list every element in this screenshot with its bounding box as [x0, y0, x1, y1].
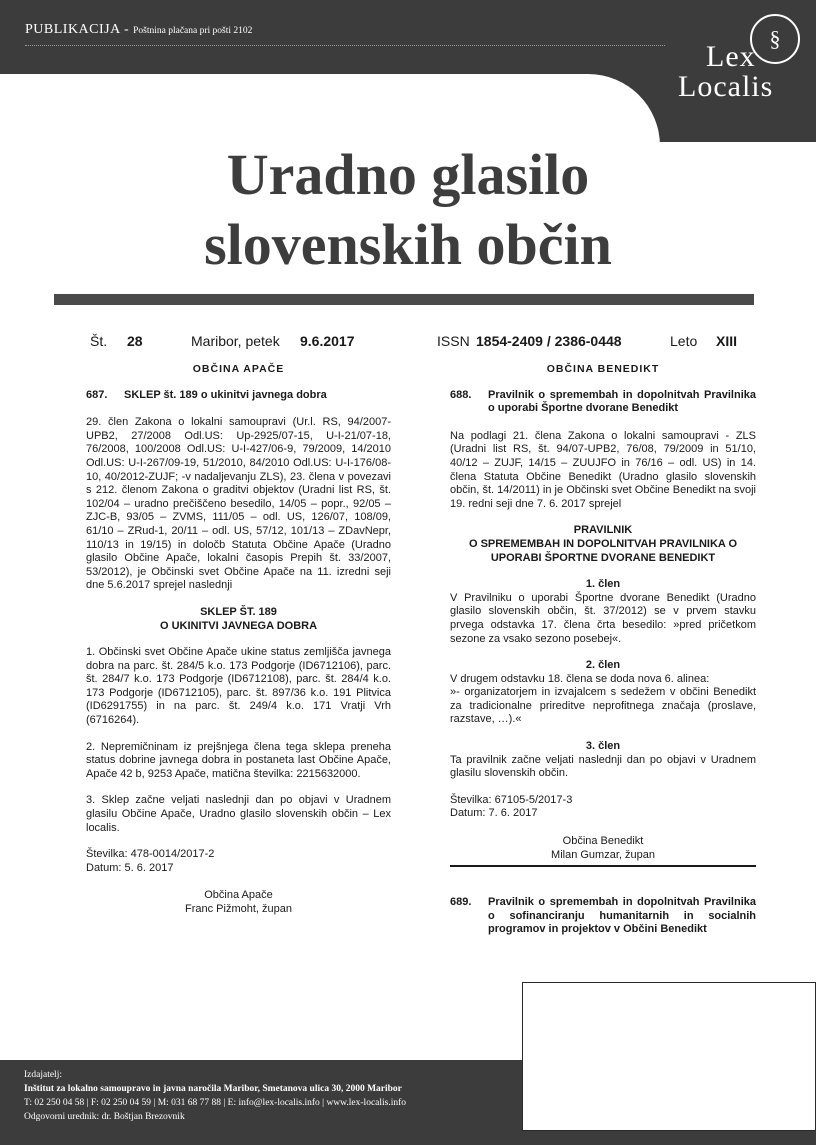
- act-688-preamble: Na podlagi 21. člena Zakona o lokalni samoupravi - ZLS (Uradni list RS, št. 94/07-UPB2, 76/08, 79/2009 in 51/10, 40/12 – ZUJF, 14/15 – ZUUJFO in 76/16 – odl. US) in 14. člena Statuta Občine Benedikt (Uradno glasilo slovenskih občin, št. 14/2011) in je Občinski svet Občine Benedikt na svoji 19. redni seji dne 7. 6. 2017 sprejel: [450, 429, 756, 510]
- act-687-date: Datum: 5. 6. 2017: [86, 861, 174, 874]
- footer-publisher: Inštitut za lokalno samoupravo in javna naročila Maribor, Smetanova ulica 30, 2000 Maribor: [24, 1084, 402, 1094]
- act-689-title: Pravilnik o spremembah in dopolnitvah Pravilnika o sofinanciranju humanitarnih in socialnih programov in projektov v Občini Benedikt: [488, 896, 756, 936]
- municipality-benedikt: OBČINA BENEDIKT: [546, 363, 660, 375]
- gazette-title: [0, 140, 816, 280]
- footer-contacts: T: 02 250 04 58 | F: 02 250 04 59 | M: 031 68 77 88 | E: info@lex-localis.info | www.lex-localis.info: [24, 1098, 407, 1108]
- act-688-number: 688.: [450, 388, 472, 401]
- act-687-title: SKLEP št. 189 o ukinitvi javnega dobra: [124, 388, 327, 401]
- issue-place: Maribor, petek: [191, 333, 280, 349]
- act-689-number: 689.: [450, 896, 472, 909]
- article-2-alinea: »- organizatorjem in izvajalcem s sedežem v občini Benedikt za tradicionalne prireditve neprofitnega značaja (proslave, razstave, …).«: [450, 686, 756, 726]
- logo-lex-text: Lex: [706, 40, 756, 73]
- gazette-title-line1: Uradno glasilo: [226, 142, 590, 207]
- act-687-point-1: 1. Občinski svet Občine Apače ukine status zemljišča javnega dobra na parc. št. 284/5 k.o. 173 Podgorje (ID6712106), parc. št. 284/7 k.o. 173 Podgorje (ID6712108), parc. št. 284/4 k.o. 173 Podgorje (ID6712105), parc. št. 897/36 k.o. 191 Plitvica (ID6291755) in na parc. št. 249/4 k.o. 171 Vratji Vrh (6716264).: [86, 646, 391, 727]
- gazette-title-line2: slovenskih občin: [204, 212, 612, 277]
- act-687-point-2: 2. Nepremičninam iz prejšnjega člena tega sklepa preneha status dobrine javnega dobra in postaneta last Občine Apače, Apače 42 b, 9253 Apače, matična številka: 2215632000.: [86, 740, 391, 780]
- act-687-reference-number: Številka: 478-0014/2017-2: [86, 848, 215, 861]
- right-column: [450, 363, 756, 937]
- act-687-header: [86, 389, 391, 403]
- act-687-preamble: 29. člen Zakona o lokalni samoupravi (Ur.l. RS, 94/2007-UPB2, 27/2008 Odl.US: Up-2925/07-15, U-I-21/07-18, 76/2008, 100/2008 Odl.US: U-I-427/06-9, 79/2009, 14/2010 Odl.US: U-I-267/09-19, 51/2010, 84/2010 Odl.US: U-I-176/08-10, 40/2012-ZUJF; -v nadaljevanju ZLS), 23. člena v povezavi s 212. členom Zakona o graditvi objektov (Uradni list RS, št. 102/04 – uradno prečiščeno besedilo, 14/05 – popr., 92/05 – ZJC-B, 93/05 – ZVMS, 111/05 – odl. US, 126/07, 108/09, 61/10 – ZRud-1, 20/11 – odl. US, 57/12, 101/13 – ZDavNepr, 110/13 in 19/15) in določb Statuta Občine Apače (Uradno glasilo Občine Apače, lokalni časopis Prepih št. 33/2007, 53/2012), je Občinski svet Občine Apače na 11. izredni seji dne 5.6.2017 sprejel naslednji: [86, 416, 391, 592]
- act-688-subheading-1: O SPREMEMBAH IN DOPOLNITVAH PRAVILNIKA O: [468, 537, 738, 550]
- article-1-text: V Pravilniku o uporabi Športne dvorane Benedikt (Uradno glasilo slovenskih občin, št. 37/2012) se v prvem stavku prvega odstavka 17. člena črta besedilo: »pred pričetkom sezone za vsako sezono posebej«.: [450, 591, 756, 645]
- left-column: [86, 363, 391, 917]
- act-688-signature-name: Milan Gumzar, župan: [551, 848, 655, 861]
- publication-title: PUBLIKACIJA -: [25, 22, 130, 37]
- article-2-text: V drugem odstavku 18. člena se doda nova 6. alinea:: [450, 672, 710, 685]
- act-688-reference-number: Številka: 67105-5/2017-3: [450, 793, 573, 806]
- municipality-apace: OBČINA APAČE: [192, 363, 285, 375]
- act-688-subheading-2: UPORABI ŠPORTNE DVORANE BENEDIKT: [490, 551, 716, 564]
- act-688-signature-org: Občina Benedikt: [562, 835, 644, 848]
- article-1-heading: 1. člen: [585, 578, 621, 591]
- act-687-heading: SKLEP ŠT. 189: [200, 605, 277, 618]
- lex-localis-logo: [678, 14, 808, 106]
- act-separator-rule: [450, 865, 756, 867]
- footer-editor: Odgovorni urednik: dr. Boštjan Brezovnik: [24, 1112, 185, 1122]
- act-687-signature-name: Franc Pižmoht, župan: [185, 903, 292, 915]
- section-sign-icon: §: [750, 14, 800, 64]
- dotted-divider: [25, 45, 665, 46]
- article-3-text: Ta pravilnik začne veljati naslednji dan po objavi v Uradnem glasilu slovenskih občin.: [450, 753, 756, 780]
- act-689-header: [450, 896, 756, 937]
- year-value: XIII: [716, 333, 738, 349]
- act-688-date: Datum: 7. 6. 2017: [450, 807, 538, 820]
- article-2-heading: 2. člen: [585, 659, 621, 672]
- act-687-signature-org: Občina Apače: [204, 889, 273, 902]
- issue-number-label: Št.: [90, 333, 108, 349]
- logo-localis-text: Localis: [678, 70, 774, 103]
- act-688-header: [450, 389, 756, 416]
- act-687-point-3: 3. Sklep začne veljati naslednji dan po objavi v Uradnem glasilu Občine Apače, Uradno glasilo slovenskih občin – Lex localis.: [86, 794, 391, 834]
- footer-blank-box: [522, 982, 816, 1131]
- article-3-heading: 3. člen: [585, 740, 621, 753]
- act-687-number: 687.: [86, 388, 108, 401]
- footer-publisher-info: [24, 1068, 406, 1124]
- footer-publisher-label: Izdajatelj:: [24, 1070, 62, 1080]
- postage-note: Poštnina plačana pri pošti 2102: [133, 26, 253, 36]
- title-rule: [54, 294, 754, 305]
- act-688-title: Pravilnik o spremembah in dopolnitvah Pravilnika o uporabi Športne dvorane Benedikt: [488, 388, 756, 415]
- issue-number: 28: [127, 333, 143, 349]
- act-687-subheading: O UKINITVI JAVNEGA DOBRA: [159, 619, 318, 632]
- issn-value: 1854-2409 / 2386-0448: [476, 333, 622, 349]
- act-688-heading: PRAVILNIK: [573, 524, 633, 537]
- issn-label: ISSN: [437, 333, 470, 349]
- publication-label: [25, 22, 252, 38]
- year-label: Leto: [670, 333, 698, 349]
- issue-date: 9.6.2017: [300, 333, 355, 349]
